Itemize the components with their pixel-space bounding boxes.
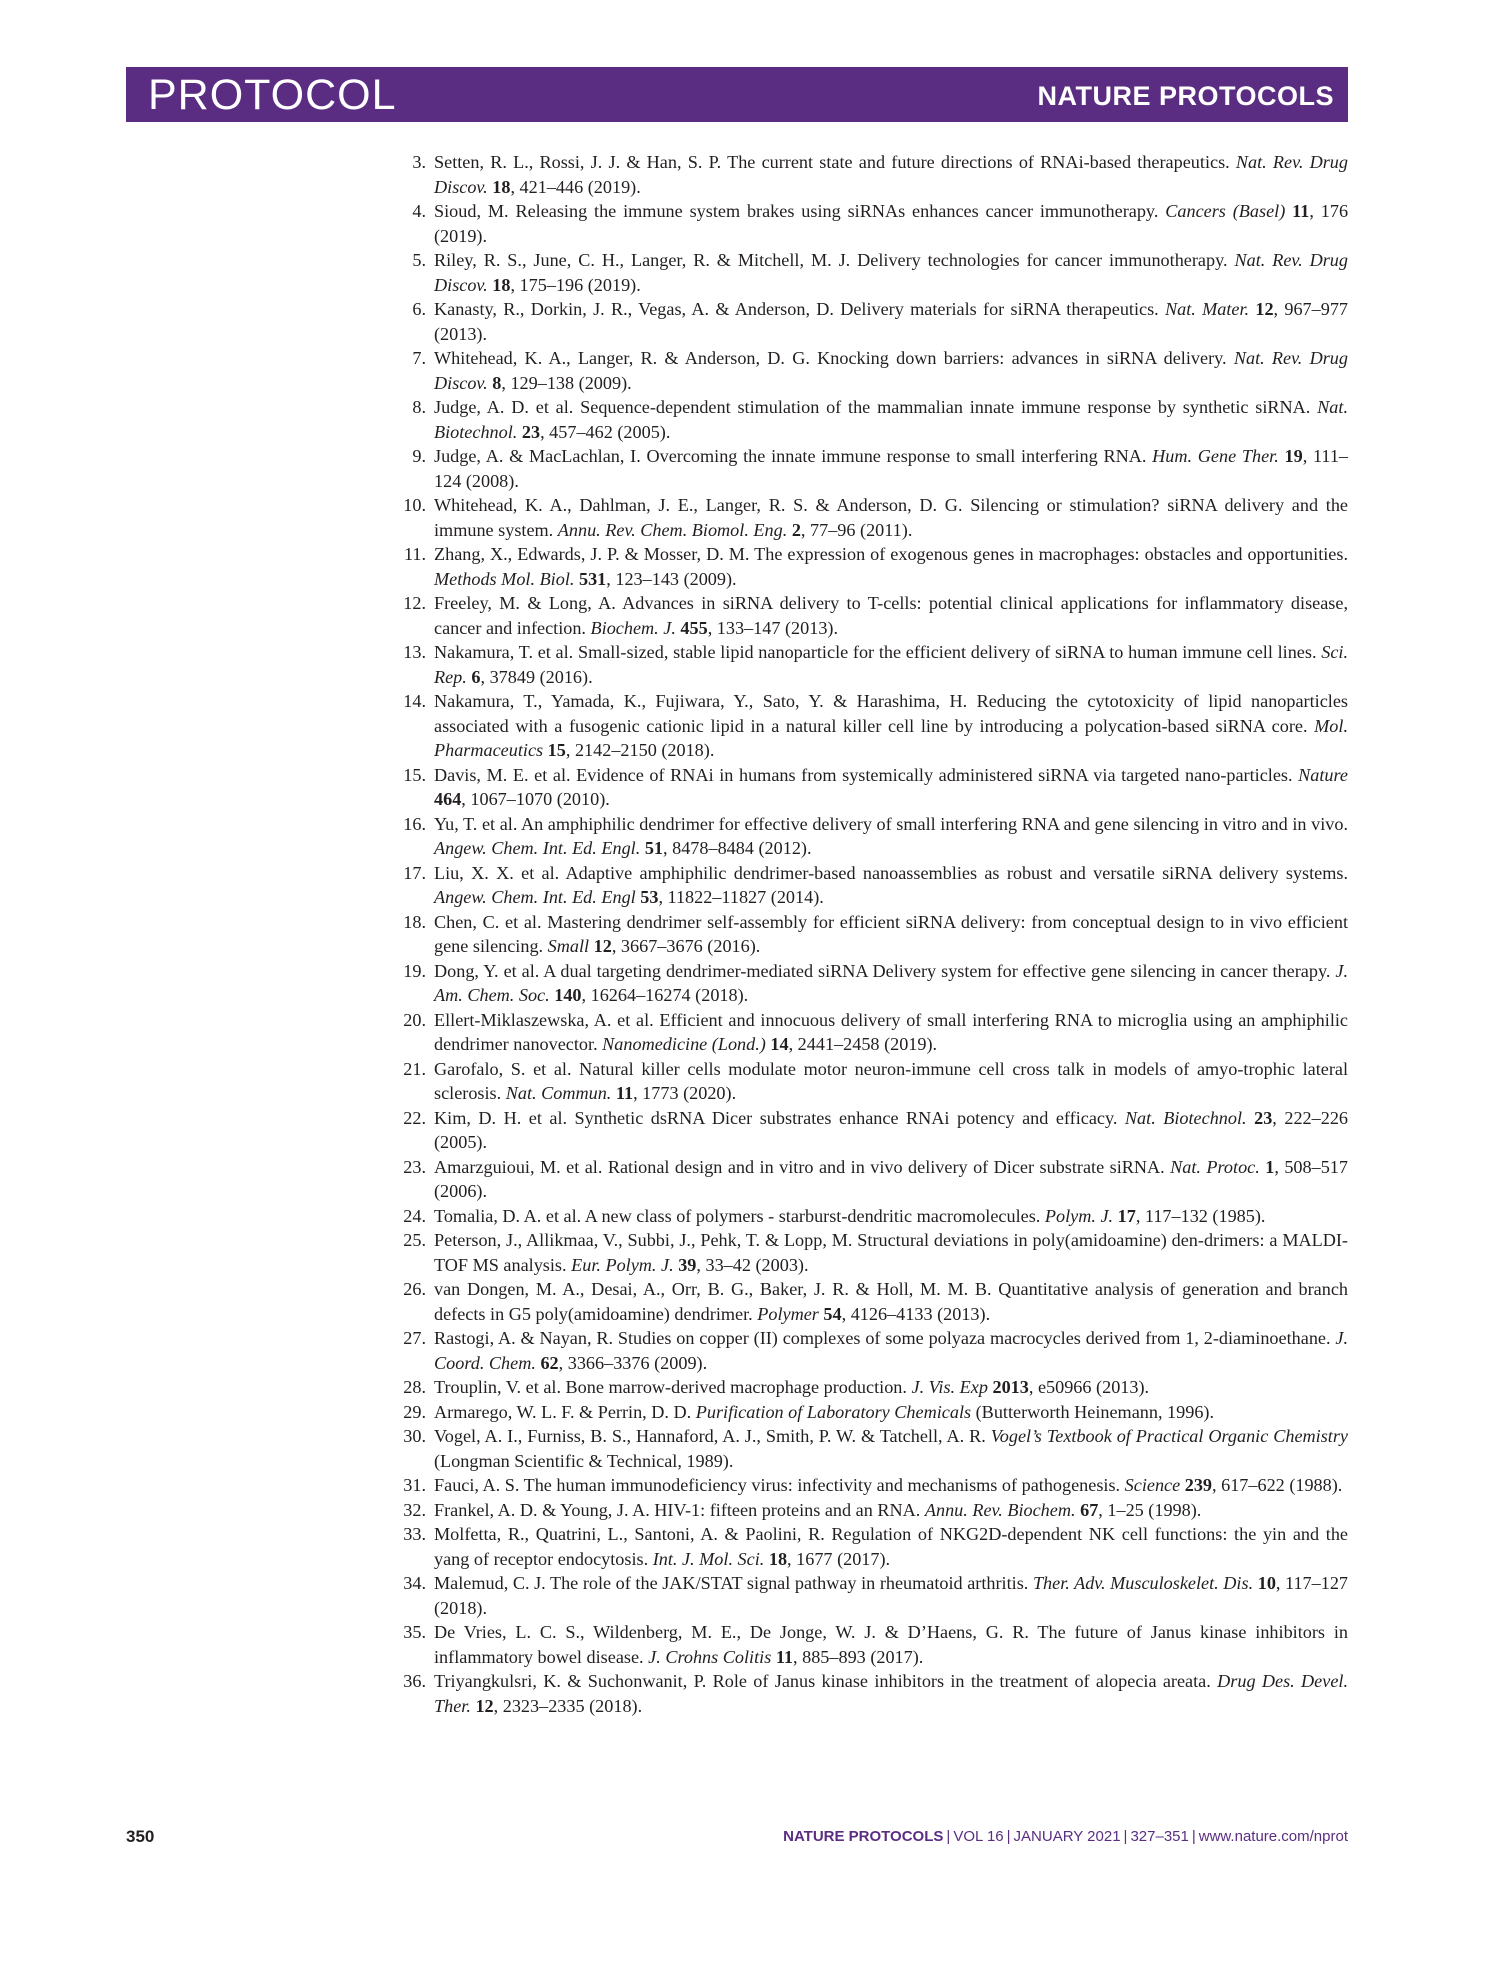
reference-journal: Ther. Adv. Musculoskelet. Dis. <box>1032 1573 1254 1593</box>
reference-number: 29. <box>403 1401 426 1422</box>
reference-segment: Kim, D. H. et al. Synthetic dsRNA Dicer substrates enhance RNAi potency and efficacy. <box>434 1107 1125 1128</box>
reference-list <box>404 150 1348 1718</box>
reference-text <box>434 691 1348 760</box>
reference-journal: Nat. Biotechnol. <box>434 397 1348 442</box>
reference-item <box>404 1669 1348 1718</box>
reference-journal: Angew. Chem. Int. Ed. Engl. <box>434 838 641 858</box>
reference-item <box>404 1155 1348 1204</box>
reference-number: 35. <box>403 1622 426 1642</box>
reference-item <box>404 1204 1348 1229</box>
reference-segment: Dong, Y. et al. A dual targeting dendrimer-mediated siRNA Delivery system for effective gene silencing in cancer therapy. <box>434 960 1336 981</box>
reference-text <box>434 1059 1348 1104</box>
reference-journal: Eur. Polym. J. <box>571 1254 674 1275</box>
reference-segment: Nakamura, T. et al. Small-sized, stable lipid nanoparticle for the efficient delivery of siRNA to human immune cell lines. <box>434 642 1322 662</box>
reference-segment: Garofalo, S. et al. Natural killer cells modulate motor neuron-immune cell cross talk in models of amyo-trophic lateral sclerosis. <box>434 1058 1348 1103</box>
reference-number: 25. <box>403 1230 426 1250</box>
reference-segment: , 37849 (2016). <box>480 666 593 687</box>
reference-volume: 18 <box>768 1548 788 1569</box>
reference-item <box>404 910 1348 959</box>
reference-segment: Trouplin, V. et al. Bone marrow-derived macrophage production. <box>434 1377 912 1397</box>
reference-item <box>404 1228 1348 1277</box>
reference-item <box>404 248 1348 297</box>
footer-pages: 327–351 <box>1130 1828 1189 1845</box>
reference-journal: Angew. Chem. Int. Ed. Engl <box>434 887 636 907</box>
reference-segment: Judge, A. & MacLachlan, I. Overcoming the innate immune response to small interfering RNA. <box>434 446 1153 466</box>
reference-item <box>404 199 1348 248</box>
reference-number: 22. <box>403 1107 426 1128</box>
reference-number: 14. <box>403 691 426 711</box>
reference-volume: 12 <box>593 936 612 956</box>
reference-segment: , 967–977 (2013). <box>434 299 1349 344</box>
reference-text <box>434 1010 1348 1055</box>
reference-segment: Chen, C. et al. Mastering dendrimer self-assembly for efficient siRNA delivery: from conceptual design to in vivo efficient gene silencing. <box>434 911 1348 956</box>
reference-segment: Riley, R. S., June, C. H., Langer, R. & Mitchell, M. J. Delivery technologies for cancer immunotherapy. <box>434 250 1235 270</box>
reference-segment: , 2142–2150 (2018). <box>565 740 715 760</box>
reference-number: 15. <box>403 764 426 785</box>
journal-name-header: NATURE PROTOCOLS <box>1037 81 1334 111</box>
reference-journal: Small <box>547 936 590 956</box>
reference-volume: 11 <box>615 1083 634 1103</box>
reference-segment: , 2323–2335 (2018). <box>493 1695 643 1716</box>
reference-number: 33. <box>403 1524 426 1544</box>
reference-item <box>404 689 1348 763</box>
reference-segment: , 16264–16274 (2018). <box>581 985 749 1005</box>
reference-number: 8. <box>412 397 426 417</box>
reference-text <box>434 1671 1348 1716</box>
reference-journal: Nat. Protoc. <box>1170 1156 1260 1177</box>
reference-volume: 140 <box>554 985 582 1005</box>
reference-journal: Int. J. Mol. Sci. <box>652 1548 765 1569</box>
reference-number: 9. <box>412 446 426 466</box>
reference-item <box>404 1473 1348 1498</box>
reference-item <box>404 1522 1348 1571</box>
reference-number: 36. <box>403 1671 426 1691</box>
reference-segment: , 4126–4133 (2013). <box>841 1303 991 1324</box>
reference-segment: (Longman Scientific & Technical, 1989). <box>434 1450 734 1471</box>
reference-item <box>404 1326 1348 1375</box>
reference-volume: 464 <box>434 789 462 809</box>
reference-segment: Nakamura, T., Yamada, K., Fujiwara, Y., Sato, Y. & Harashima, H. Reducing the cytotoxicity of lipid nanoparticles associated with a fusogenic cationic lipid in a natural killer cell line by introducing a polycation-based siRNA core. <box>434 691 1348 736</box>
reference-volume: 19 <box>1284 446 1303 466</box>
reference-number: 16. <box>403 813 426 834</box>
reference-segment: Peterson, J., Allikmaa, V., Subbi, J., Pehk, T. & Lopp, M. Structural deviations in poly(amidoamine) den-drimers: a MALDI-TOF MS analysis. <box>434 1230 1348 1275</box>
reference-text <box>434 299 1348 344</box>
reference-item <box>404 493 1348 542</box>
reference-journal: J. Am. Chem. Soc. <box>434 960 1348 1005</box>
reference-text <box>434 863 1348 908</box>
reference-text <box>434 1622 1348 1667</box>
reference-segment: , 617–622 (1988). <box>1212 1475 1343 1495</box>
reference-volume: 18 <box>492 176 511 197</box>
reference-volume: 18 <box>492 274 511 295</box>
reference-segment: Triyangkulsri, K. & Suchonwanit, P. Role of Janus kinase inhibitors in the treatment of alopecia areata. <box>434 1671 1218 1691</box>
reference-volume: 67 <box>1080 1499 1099 1520</box>
reference-item <box>404 346 1348 395</box>
reference-segment: , 123–143 (2009). <box>606 568 737 589</box>
reference-journal: Nat. Rev. Drug Discov. <box>434 250 1348 295</box>
reference-volume: 1 <box>1265 1156 1275 1177</box>
reference-journal: Science <box>1124 1475 1181 1495</box>
reference-segment: , e50966 (2013). <box>1028 1377 1150 1397</box>
reference-segment: , 1–25 (1998). <box>1098 1499 1202 1520</box>
reference-segment: , 11822–11827 (2014). <box>658 887 824 907</box>
reference-journal: Nat. Biotechnol. <box>1124 1107 1247 1128</box>
reference-segment: , 8478–8484 (2012). <box>663 838 812 858</box>
reference-segment: Whitehead, K. A., Dahlman, J. E., Langer, R. S. & Anderson, D. G. Silencing or stimulation? siRNA delivery and the immune system. <box>434 495 1348 540</box>
reference-number: 30. <box>403 1426 426 1446</box>
reference-segment: , 2441–2458 (2019). <box>788 1034 938 1054</box>
reference-number: 5. <box>412 250 426 270</box>
reference-item <box>404 150 1348 199</box>
reference-item <box>404 591 1348 640</box>
reference-number: 31. <box>403 1475 426 1495</box>
reference-number: 7. <box>412 348 426 368</box>
reference-journal: Nanomedicine (Lond.) <box>602 1034 766 1054</box>
reference-segment: , 508–517 (2006). <box>434 1156 1348 1201</box>
reference-number: 18. <box>403 911 426 932</box>
reference-volume: 14 <box>770 1034 789 1054</box>
reference-volume: 8 <box>492 372 502 393</box>
reference-volume: 12 <box>475 1695 494 1716</box>
reference-journal: Nature <box>1298 764 1348 785</box>
reference-text <box>434 1157 1348 1202</box>
reference-item <box>404 542 1348 591</box>
reference-text <box>434 1108 1348 1153</box>
reference-segment: Rastogi, A. & Nayan, R. Studies on copper (II) complexes of some polyaza macrocycles derived from 1, 2-diaminoethane. <box>434 1328 1336 1348</box>
footer-citation: NATURE PROTOCOLS | VOL 16 | JANUARY 2021 | 327–351 | www.nature.com/nprot <box>783 1828 1348 1845</box>
reference-number: 32. <box>403 1499 426 1520</box>
reference-text <box>434 1475 1342 1495</box>
reference-segment: De Vries, L. C. S., Wildenberg, M. E., De Jonge, W. J. & D’Haens, G. R. The future of Janus kinase inhibitors in inflammatory bowel disease. <box>434 1622 1348 1667</box>
page-number: 350 <box>126 1827 155 1846</box>
reference-text <box>434 1426 1348 1471</box>
reference-volume: 2013 <box>992 1377 1029 1397</box>
reference-segment: Freeley, M. & Long, A. Advances in siRNA delivery to T-cells: potential clinical applications for inflammatory disease, cancer and infection. <box>434 593 1348 638</box>
reference-item <box>404 1400 1348 1425</box>
reference-volume: 51 <box>644 838 663 858</box>
reference-number: 3. <box>412 152 426 172</box>
reference-item <box>404 861 1348 910</box>
reference-item <box>404 1106 1348 1155</box>
reference-segment: Setten, R. L., Rossi, J. J. & Han, S. P. The current state and future directions of RNAi-based therapeutics. <box>434 152 1236 172</box>
reference-journal: Annu. Rev. Chem. Biomol. Eng. <box>557 519 788 540</box>
footer-volume: VOL 16 <box>953 1828 1004 1845</box>
reference-text <box>434 152 1348 197</box>
reference-journal: J. Crohns Colitis <box>648 1646 772 1667</box>
reference-volume: 455 <box>680 617 708 638</box>
reference-segment: , 117–132 (1985). <box>1135 1205 1266 1226</box>
reference-volume: 54 <box>823 1303 842 1324</box>
reference-segment: Kanasty, R., Dorkin, J. R., Vegas, A. & Anderson, D. Delivery materials for siRNA therapeutics. <box>434 299 1165 319</box>
reference-segment: Fauci, A. S. The human immunodeficiency virus: infectivity and mechanisms of pathogenesis. <box>434 1475 1125 1495</box>
reference-item <box>404 1498 1348 1523</box>
reference-text <box>434 765 1348 810</box>
reference-journal: Sci. Rep. <box>434 642 1348 687</box>
reference-segment: , 885–893 (2017). <box>793 1646 924 1667</box>
reference-text <box>434 1377 1149 1397</box>
reference-journal: Vogel’s Textbook of Practical Organic Chemistry <box>990 1426 1348 1446</box>
reference-segment: , 1067–1070 (2010). <box>461 789 610 809</box>
reference-number: 34. <box>403 1573 426 1593</box>
reference-item <box>404 1620 1348 1669</box>
reference-volume: 39 <box>678 1254 697 1275</box>
reference-journal: Nat. Rev. Drug Discov. <box>434 152 1348 197</box>
reference-text <box>434 1524 1348 1569</box>
reference-segment: , 222–226 (2005). <box>434 1107 1349 1152</box>
reference-text <box>434 495 1348 540</box>
reference-journal: J. Vis. Exp <box>911 1377 988 1397</box>
reference-journal: J. Coord. Chem. <box>434 1328 1348 1373</box>
reference-text <box>434 1206 1265 1226</box>
reference-segment: , 1773 (2020). <box>633 1083 737 1103</box>
reference-volume: 11 <box>1292 201 1310 221</box>
reference-segment: , 3366–3376 (2009). <box>558 1352 708 1373</box>
header-banner <box>126 67 1348 122</box>
reference-text <box>434 814 1348 859</box>
reference-segment: , 457–462 (2005). <box>540 421 671 442</box>
reference-item <box>404 1375 1348 1400</box>
reference-text <box>434 593 1348 638</box>
reference-number: 4. <box>412 201 426 221</box>
reference-segment: Tomalia, D. A. et al. A new class of polymers - starburst-dendritic macromolecules. <box>434 1205 1045 1226</box>
reference-item <box>404 1057 1348 1106</box>
reference-volume: 11 <box>775 1646 794 1667</box>
reference-text <box>434 1279 1348 1324</box>
reference-segment: , 117–127 (2018). <box>434 1573 1349 1618</box>
reference-number: 21. <box>403 1058 426 1079</box>
reference-item <box>404 297 1348 346</box>
reference-segment <box>1247 1108 1255 1128</box>
reference-text <box>434 201 1348 246</box>
reference-volume: 17 <box>1117 1205 1136 1226</box>
reference-segment: Frankel, A. D. & Young, J. A. HIV-1: fifteen proteins and an RNA. <box>434 1499 925 1520</box>
reference-segment: Yu, T. et al. An amphiphilic dendrimer for effective delivery of small interfering RNA and gene silencing in vitro and in vivo. <box>434 813 1348 834</box>
reference-text <box>434 912 1348 957</box>
reference-number: 26. <box>403 1279 426 1299</box>
reference-journal: Nat. Commun. <box>505 1083 612 1103</box>
reference-journal: Purification of Laboratory Chemicals <box>695 1401 972 1422</box>
reference-item <box>404 395 1348 444</box>
reference-text <box>434 1230 1348 1275</box>
reference-number: 20. <box>403 1009 426 1030</box>
reference-segment: Amarzguioui, M. et al. Rational design and in vitro and in vivo delivery of Dicer substrate siRNA. <box>434 1156 1171 1177</box>
reference-segment: , 77–96 (2011). <box>800 519 913 540</box>
reference-segment: Davis, M. E. et al. Evidence of RNAi in humans from systemically administered siRNA via targeted nano-particles. <box>434 764 1299 785</box>
reference-segment: , 421–446 (2019). <box>510 176 641 197</box>
reference-volume: 239 <box>1184 1475 1213 1495</box>
reference-segment: Sioud, M. Releasing the immune system brakes using siRNAs enhances cancer immunotherapy. <box>434 201 1166 221</box>
article-type-label: PROTOCOL <box>148 71 397 119</box>
reference-segment: Zhang, X., Edwards, J. P. & Mosser, D. M. The expression of exogenous genes in macrophages: obstacles and opportunities. <box>434 544 1348 564</box>
reference-item <box>404 959 1348 1008</box>
reference-segment: Malemud, C. J. The role of the JAK/STAT signal pathway in rheumatoid arthritis. <box>434 1573 1033 1593</box>
reference-number: 28. <box>403 1377 426 1397</box>
reference-text <box>434 446 1348 491</box>
reference-journal: Nat. Rev. Drug Discov. <box>434 348 1348 393</box>
reference-segment: (Butterworth Heinemann, 1996). <box>971 1401 1215 1422</box>
reference-text <box>434 642 1348 687</box>
reference-text <box>434 348 1348 393</box>
reference-journal: Nat. Mater. <box>1164 299 1250 319</box>
reference-number: 10. <box>403 495 426 515</box>
reference-segment: , 176 (2019). <box>434 201 1349 246</box>
reference-segment: , 129–138 (2009). <box>501 372 632 393</box>
reference-segment: , 111–124 (2008). <box>434 446 1349 491</box>
reference-text <box>434 397 1348 442</box>
reference-number: 12. <box>403 593 426 613</box>
reference-segment: Vogel, A. I., Furniss, B. S., Hannaford, A. J., Smith, P. W. & Tatchell, A. R. <box>434 1426 991 1446</box>
reference-journal: Methods Mol. Biol. <box>434 568 575 589</box>
reference-text <box>434 544 1348 589</box>
reference-volume: 62 <box>540 1352 559 1373</box>
reference-number: 11. <box>403 544 426 564</box>
reference-item <box>404 444 1348 493</box>
reference-journal: Hum. Gene Ther. <box>1152 446 1279 466</box>
reference-item <box>404 1008 1348 1057</box>
reference-journal: Biochem. J. <box>590 617 676 638</box>
reference-volume: 23 <box>1254 1107 1273 1128</box>
reference-number: 17. <box>403 862 426 883</box>
reference-volume: 23 <box>521 421 541 442</box>
reference-text <box>434 1573 1348 1618</box>
reference-segment: Armarego, W. L. F. & Perrin, D. D. <box>434 1401 696 1422</box>
reference-volume: 53 <box>640 887 659 907</box>
reference-volume: 6 <box>471 666 481 687</box>
reference-number: 19. <box>403 960 426 981</box>
reference-journal: Mol. Pharmaceutics <box>434 715 1348 760</box>
reference-text <box>434 250 1348 295</box>
reference-volume: 10 <box>1257 1573 1276 1593</box>
reference-segment: Molfetta, R., Quatrini, L., Santoni, A. & Paolini, R. Regulation of NKG2D-dependent NK cell functions: the yin and the yang of receptor endocytosis. <box>434 1524 1348 1569</box>
reference-segment: Liu, X. X. et al. Adaptive amphiphilic dendrimer-based nanoassemblies as robust and versatile siRNA delivery systems. <box>434 862 1348 883</box>
footer-date: JANUARY 2021 <box>1013 1828 1121 1845</box>
reference-item <box>404 1571 1348 1620</box>
reference-volume: 12 <box>1255 299 1274 319</box>
reference-number: 24. <box>403 1205 426 1226</box>
reference-text <box>434 1500 1201 1520</box>
reference-text <box>434 961 1348 1006</box>
footer-journal: NATURE PROTOCOLS <box>783 1828 944 1845</box>
reference-segment: , 1677 (2017). <box>787 1548 891 1569</box>
reference-volume: 2 <box>791 519 801 540</box>
reference-journal: Drug Des. Devel. Ther. <box>434 1671 1349 1716</box>
reference-item <box>404 1424 1348 1473</box>
reference-volume: 15 <box>547 740 566 760</box>
reference-volume: 531 <box>578 568 607 589</box>
reference-item <box>404 640 1348 689</box>
reference-number: 27. <box>403 1328 426 1348</box>
reference-journal: Polymer <box>757 1303 819 1324</box>
reference-number: 23. <box>403 1156 426 1177</box>
reference-journal: Annu. Rev. Biochem. <box>924 1499 1076 1520</box>
reference-segment: , 133–147 (2013). <box>707 617 839 638</box>
reference-text <box>434 1328 1348 1373</box>
footer-url-link[interactable]: www.nature.com/nprot <box>1198 1828 1348 1845</box>
reference-segment: Ellert-Miklaszewska, A. et al. Efficient and innocuous delivery of small interfering RNA to microglia using an amphiphilic dendrimer nanovector. <box>434 1009 1348 1054</box>
reference-number: 13. <box>403 642 426 662</box>
reference-journal: Polym. J. <box>1044 1205 1114 1226</box>
reference-segment: van Dongen, M. A., Desai, A., Orr, B. G., Baker, J. R. & Holl, M. M. B. Quantitative analysis of generation and branch defects in G5 poly(amidoamine) dendrimer. <box>434 1279 1348 1324</box>
reference-item <box>404 812 1348 861</box>
reference-segment: , 3667–3676 (2016). <box>611 936 761 956</box>
reference-number: 6. <box>412 299 426 319</box>
reference-item <box>404 763 1348 812</box>
reference-segment: , 33–42 (2003). <box>696 1254 809 1275</box>
reference-item <box>404 1277 1348 1326</box>
reference-segment: , 175–196 (2019). <box>510 274 641 295</box>
reference-segment: Whitehead, K. A., Langer, R. & Anderson, D. G. Knocking down barriers: advances in siRNA delivery. <box>434 348 1234 368</box>
reference-text <box>434 1402 1214 1422</box>
reference-journal: Cancers (Basel) <box>1165 201 1286 221</box>
reference-segment: Judge, A. D. et al. Sequence-dependent stimulation of the mammalian innate immune response by synthetic siRNA. <box>434 397 1318 417</box>
